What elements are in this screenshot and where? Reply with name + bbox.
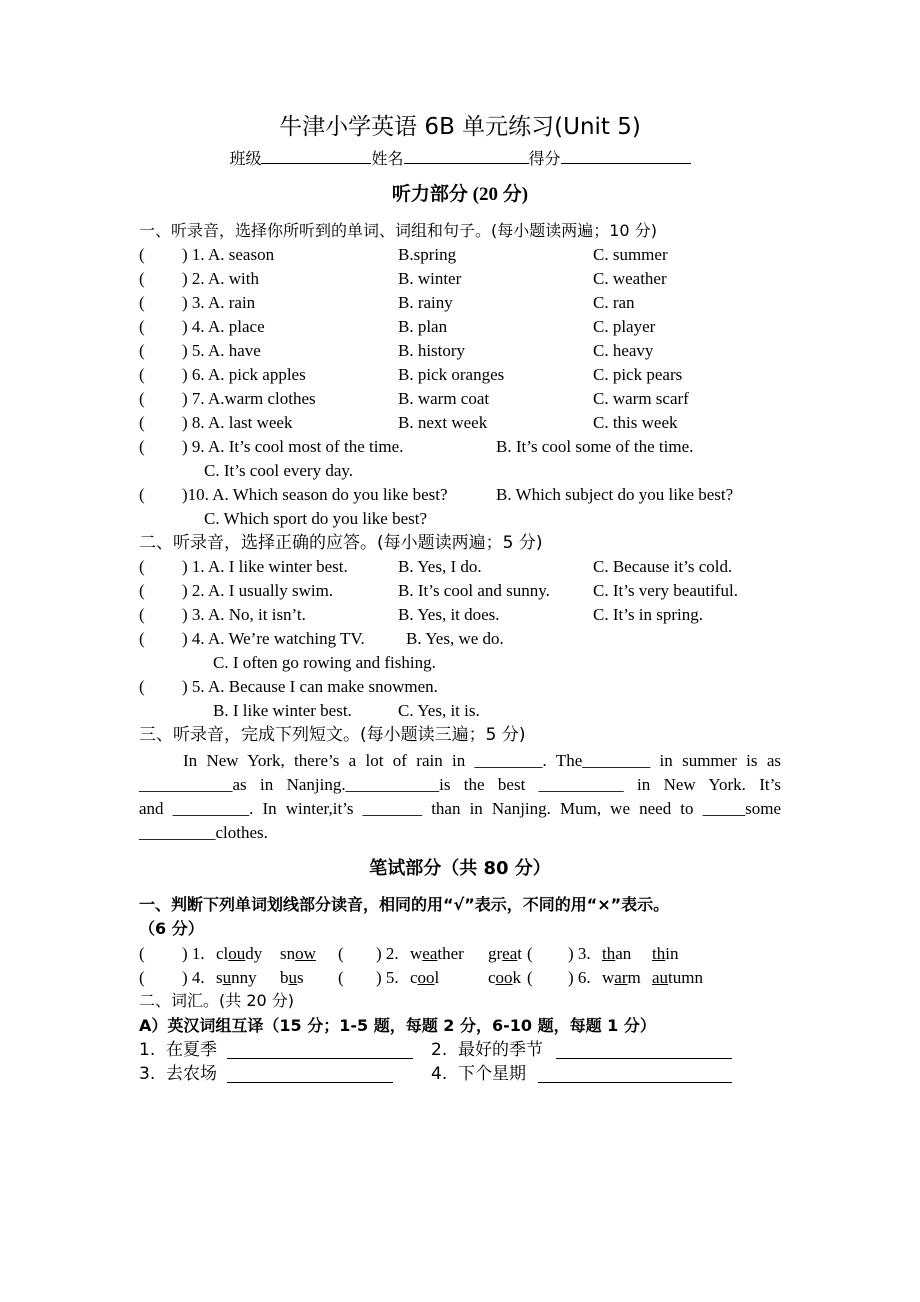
- question-option-c: C. It’s cool every day.: [204, 461, 354, 480]
- question-option-a: ) 3. A. No, it isn’t.: [182, 605, 306, 624]
- word-part: dy: [245, 944, 263, 963]
- phonics-word: [488, 942, 522, 966]
- written-section-2-heading: 二、词汇。(共 20 分): [139, 991, 295, 1010]
- item-number: ) 1.: [182, 944, 205, 963]
- class-field[interactable]: [261, 146, 371, 164]
- underlined-letters: ea: [422, 944, 438, 963]
- phonics-word: [410, 942, 464, 966]
- fill-in-passage-line[interactable]: _________clothes.: [139, 823, 268, 842]
- question-option-c: C. Which sport do you like best?: [204, 509, 428, 528]
- question-option-c: C. pick pears: [593, 365, 683, 384]
- underlined-letters: ar: [614, 968, 628, 987]
- answer-bracket[interactable]: (: [139, 944, 145, 963]
- question-option-b: B. Yes, I do.: [398, 557, 482, 576]
- question-option-c: C. Because it’s cold.: [593, 557, 733, 576]
- answer-bracket[interactable]: (: [139, 557, 145, 576]
- phonics-word: [280, 966, 304, 990]
- word-part: ther: [437, 944, 464, 963]
- answer-bracket[interactable]: (: [139, 245, 145, 264]
- answer-bracket[interactable]: (: [139, 389, 145, 408]
- listening-section-3-heading: 三、听录音，完成下列短文。(每小题读三遍；5 分): [139, 725, 526, 745]
- item-number: ) 3.: [568, 944, 591, 963]
- answer-bracket[interactable]: (: [527, 968, 533, 987]
- question-option-b: B. It’s cool and sunny.: [398, 581, 550, 600]
- question-option-a: ) 9. A. It’s cool most of the time.: [182, 437, 404, 456]
- vocab-item-label: 1. 在夏季: [139, 1040, 218, 1060]
- listening-part-title: 听力部分 (20 分): [391, 184, 529, 205]
- word-part: k: [512, 968, 522, 987]
- fill-in-passage-line[interactable]: and _________. In winter,it’s _______ than in Nanjing. Mum, we need to _____some: [139, 799, 781, 818]
- word-part: l: [434, 968, 440, 987]
- word-part: sn: [280, 944, 296, 963]
- question-option-c: C. this week: [593, 413, 678, 432]
- question-option-b: B. pick oranges: [398, 365, 505, 384]
- question-option-b: B. Which subject do you like best?: [496, 485, 734, 504]
- question-option-b: B.spring: [398, 245, 457, 264]
- score-field[interactable]: [561, 146, 691, 164]
- answer-bracket[interactable]: (: [139, 341, 145, 360]
- question-option-a: ) 5. A. Because I can make snowmen.: [182, 677, 438, 696]
- question-option-a: ) 2. A. with: [182, 269, 259, 288]
- fill-in-passage-line[interactable]: ___________as in Nanjing.___________is the best __________ in New York. It’s: [139, 775, 781, 794]
- question-option-b: B. I like winter best.: [213, 701, 352, 720]
- name-label: 姓名: [371, 149, 404, 168]
- question-option-c: C. I often go rowing and fishing.: [213, 653, 436, 672]
- underlined-letters: ou: [228, 944, 246, 963]
- word-part: an: [615, 944, 632, 963]
- question-option-b: B. history: [398, 341, 466, 360]
- question-option-a: ) 5. A. have: [182, 341, 261, 360]
- question-option-a: ) 2. A. I usually swim.: [182, 581, 334, 600]
- answer-bracket[interactable]: (: [139, 581, 145, 600]
- question-option-c: C. warm scarf: [593, 389, 689, 408]
- word-part: nny: [231, 968, 257, 987]
- question-option-c: C. player: [593, 317, 656, 336]
- underlined-letters: u: [288, 968, 297, 987]
- question-option-b: B. Yes, it does.: [398, 605, 500, 624]
- word-part: w: [602, 968, 615, 987]
- underlined-letters: au: [652, 968, 669, 987]
- page-title: 牛津小学英语 6B 单元练习(Unit 5): [279, 114, 641, 140]
- word-part: cl: [216, 944, 229, 963]
- vocab-answer-blank[interactable]: [227, 1058, 393, 1083]
- question-option-b: B. plan: [398, 317, 448, 336]
- answer-bracket[interactable]: (: [338, 944, 344, 963]
- question-option-c: C. ran: [593, 293, 635, 312]
- underlined-letters: ea: [502, 944, 518, 963]
- word-part: t: [517, 944, 522, 963]
- vocab-item-label: 4. 下个星期: [431, 1064, 527, 1084]
- question-option-c: C. heavy: [593, 341, 654, 360]
- underlined-letters: oo: [495, 968, 513, 987]
- answer-bracket[interactable]: (: [139, 437, 145, 456]
- score-label: 得分: [528, 149, 561, 168]
- underlined-letters: th: [602, 944, 616, 963]
- answer-bracket[interactable]: (: [139, 365, 145, 384]
- phonics-word: [602, 942, 631, 966]
- word-part: c: [488, 968, 496, 987]
- student-info-line: [0, 146, 920, 170]
- answer-bracket[interactable]: (: [139, 317, 145, 336]
- word-part: m: [627, 968, 641, 987]
- written-section-1-heading: 一、判断下列单词划线部分读音，相同的用“√”表示，不同的用“×”表示。: [139, 895, 670, 914]
- word-part: in: [665, 944, 679, 963]
- word-part: c: [410, 968, 418, 987]
- word-part: w: [410, 944, 423, 963]
- phonics-word: [216, 942, 262, 966]
- phonics-word: [488, 966, 521, 990]
- item-number: ) 5.: [376, 968, 399, 987]
- question-option-a: ) 4. A. place: [182, 317, 265, 336]
- word-part: b: [280, 968, 289, 987]
- underlined-letters: u: [222, 968, 232, 987]
- question-option-b: B. Yes, we do.: [406, 629, 504, 648]
- phonics-word: [602, 966, 641, 990]
- phonics-word: [410, 966, 439, 990]
- question-option-a: ) 7. A.warm clothes: [182, 389, 316, 408]
- question-option-a: ) 6. A. pick apples: [182, 365, 306, 384]
- class-label: 班级: [229, 149, 262, 168]
- word-part: s: [297, 968, 304, 987]
- question-option-c: C. weather: [593, 269, 667, 288]
- answer-bracket[interactable]: (: [139, 413, 145, 432]
- question-option-b: B. It’s cool some of the time.: [496, 437, 694, 456]
- answer-bracket[interactable]: (: [338, 968, 344, 987]
- phonics-word: [216, 966, 257, 990]
- vocab-item-label: 3. 去农场: [139, 1064, 218, 1084]
- answer-bracket[interactable]: (: [139, 968, 145, 987]
- answer-bracket[interactable]: (: [527, 944, 533, 963]
- question-option-a: ) 3. A. rain: [182, 293, 256, 312]
- phonics-word: [652, 942, 678, 966]
- question-option-a: ) 4. A. We’re watching TV.: [182, 629, 365, 648]
- underlined-letters: oo: [417, 968, 435, 987]
- answer-bracket[interactable]: (: [139, 269, 145, 288]
- question-option-c: C. It’s very beautiful.: [593, 581, 738, 600]
- vocab-answer-blank[interactable]: [538, 1058, 732, 1083]
- underlined-letters: ow: [295, 944, 316, 963]
- question-option-c: C. Yes, it is.: [398, 701, 480, 720]
- listening-section-2-heading: 二、听录音，选择正确的应答。(每小题读两遍；5 分): [139, 533, 543, 553]
- listening-section-1-heading: 一、听录音，选择你所听到的单词、词组和句子。(每小题读两遍；10 分): [139, 221, 657, 240]
- answer-bracket[interactable]: (: [139, 293, 145, 312]
- question-option-b: B. rainy: [398, 293, 453, 312]
- question-option-a: )10. A. Which season do you like best?: [182, 485, 448, 504]
- written-section-1-points: （6 分）: [139, 919, 204, 938]
- question-option-a: ) 1. A. I like winter best.: [182, 557, 348, 576]
- written-part-title: 笔试部分（共 80 分）: [369, 858, 551, 879]
- word-part: gr: [488, 944, 503, 963]
- vocab-part-a-heading: A）英汉词组互译（15 分；1-5 题，每题 2 分，6-10 题，每题 1 分）: [139, 1016, 656, 1035]
- answer-bracket[interactable]: (: [139, 677, 145, 696]
- item-number: ) 6.: [568, 968, 591, 987]
- word-part: s: [216, 968, 223, 987]
- item-number: ) 4.: [182, 968, 205, 987]
- vocab-item-label: 2. 最好的季节: [431, 1040, 544, 1060]
- question-option-c: C. summer: [593, 245, 668, 264]
- phonics-word: [652, 966, 703, 990]
- question-option-a: ) 1. A. season: [182, 245, 275, 264]
- answer-bracket[interactable]: (: [139, 485, 145, 504]
- answer-bracket[interactable]: (: [139, 605, 145, 624]
- question-option-a: ) 8. A. last week: [182, 413, 293, 432]
- question-option-c: C. It’s in spring.: [593, 605, 704, 624]
- item-number: ) 2.: [376, 944, 399, 963]
- name-field[interactable]: [404, 146, 529, 164]
- phonics-word: [280, 942, 316, 966]
- question-option-b: B. warm coat: [398, 389, 490, 408]
- fill-in-passage-line[interactable]: In New York, there’s a lot of rain in ________. The________ in summer is as: [183, 751, 781, 770]
- question-option-b: B. next week: [398, 413, 488, 432]
- underlined-letters: th: [652, 944, 666, 963]
- word-part: tumn: [668, 968, 703, 987]
- question-option-b: B. winter: [398, 269, 462, 288]
- answer-bracket[interactable]: (: [139, 629, 145, 648]
